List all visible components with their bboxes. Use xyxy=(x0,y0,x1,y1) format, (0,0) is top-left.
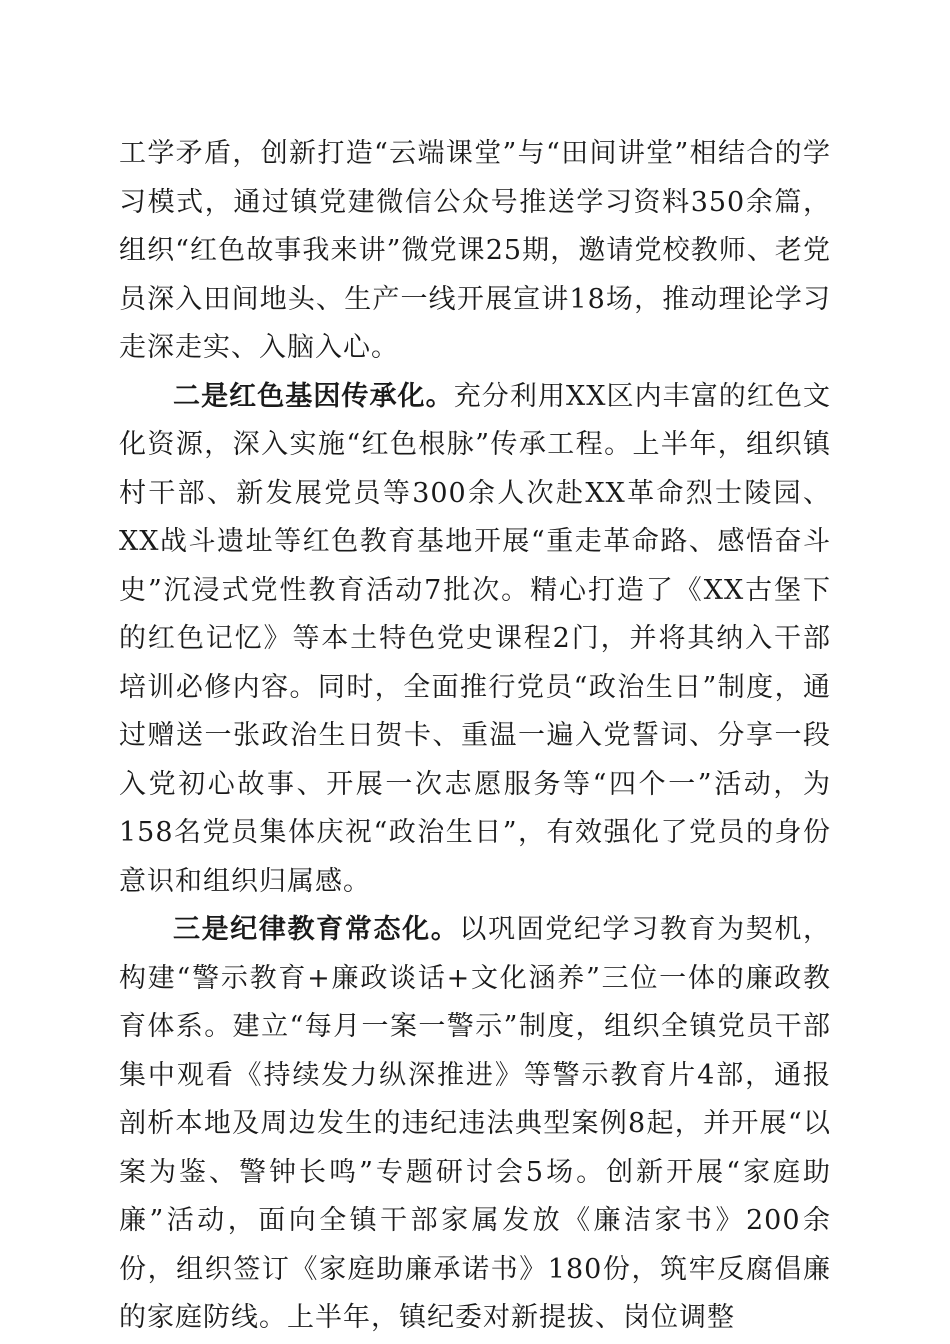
document-body xyxy=(119,130,831,1343)
paragraph-2 xyxy=(119,373,831,907)
paragraph-1 xyxy=(119,130,831,373)
paragraph-3-heading: 三是纪律教育常态化。 xyxy=(173,914,460,945)
paragraph-3 xyxy=(119,906,831,1343)
paragraph-2-heading: 二是红色基因传承化。 xyxy=(173,380,454,412)
paragraph-1-text: 工学矛盾，创新打造“云端课堂”与“田间讲堂”相结合的学习模式，通过镇党建微信公众号推送学习资料350余篇，组织“红色故事我来讲”微党课25期，邀请党校教师、老党员深入田间地头、生产一线开展宣讲18场，推动理论学习走深走实、入脑入心。 xyxy=(119,138,831,363)
paragraph-3-text: 以巩固党纪学习教育为契机，构建“警示教育+廉政谈话+文化涵养”三位一体的廉政教育体系。建立“每月一案一警示”制度，组织全镇党员干部集中观看《持续发力纵深推进》等警示教育片4部，通报剖析本地及周边发生的违纪违法典型案例8起，并开展“以案为鉴、警钟长鸣”专题研讨会5场。创新开展“家庭助廉”活动，面向全镇干部家属发放《廉洁家书》200余份，组织签订《家庭助廉承诺书》180份，筑牢反腐倡廉的家庭防线。上半年，镇纪委对新提拔、岗位调整 xyxy=(119,914,832,1333)
paragraph-2-text: 充分利用XX区内丰富的红色文化资源，深入实施“红色根脉”传承工程。上半年，组织镇村干部、新发展党员等300余人次赴XX革命烈士陵园、XX战斗遗址等红色教育基地开展“重走革命路、感悟奋斗史”沉浸式党性教育活动7批次。精心打造了《XX古堡下的红色记忆》等本土特色党史课程2门，并将其纳入干部培训必修内容。同时，全面推行党员“政治生日”制度，通过赠送一张政治生日贺卡、重温一遍入党誓词、分享一段入党初心故事、开展一次志愿服务等“四个一”活动，为158名党员集体庆祝“政治生日”，有效强化了党员的身份意识和组织归属感。 xyxy=(119,380,831,897)
